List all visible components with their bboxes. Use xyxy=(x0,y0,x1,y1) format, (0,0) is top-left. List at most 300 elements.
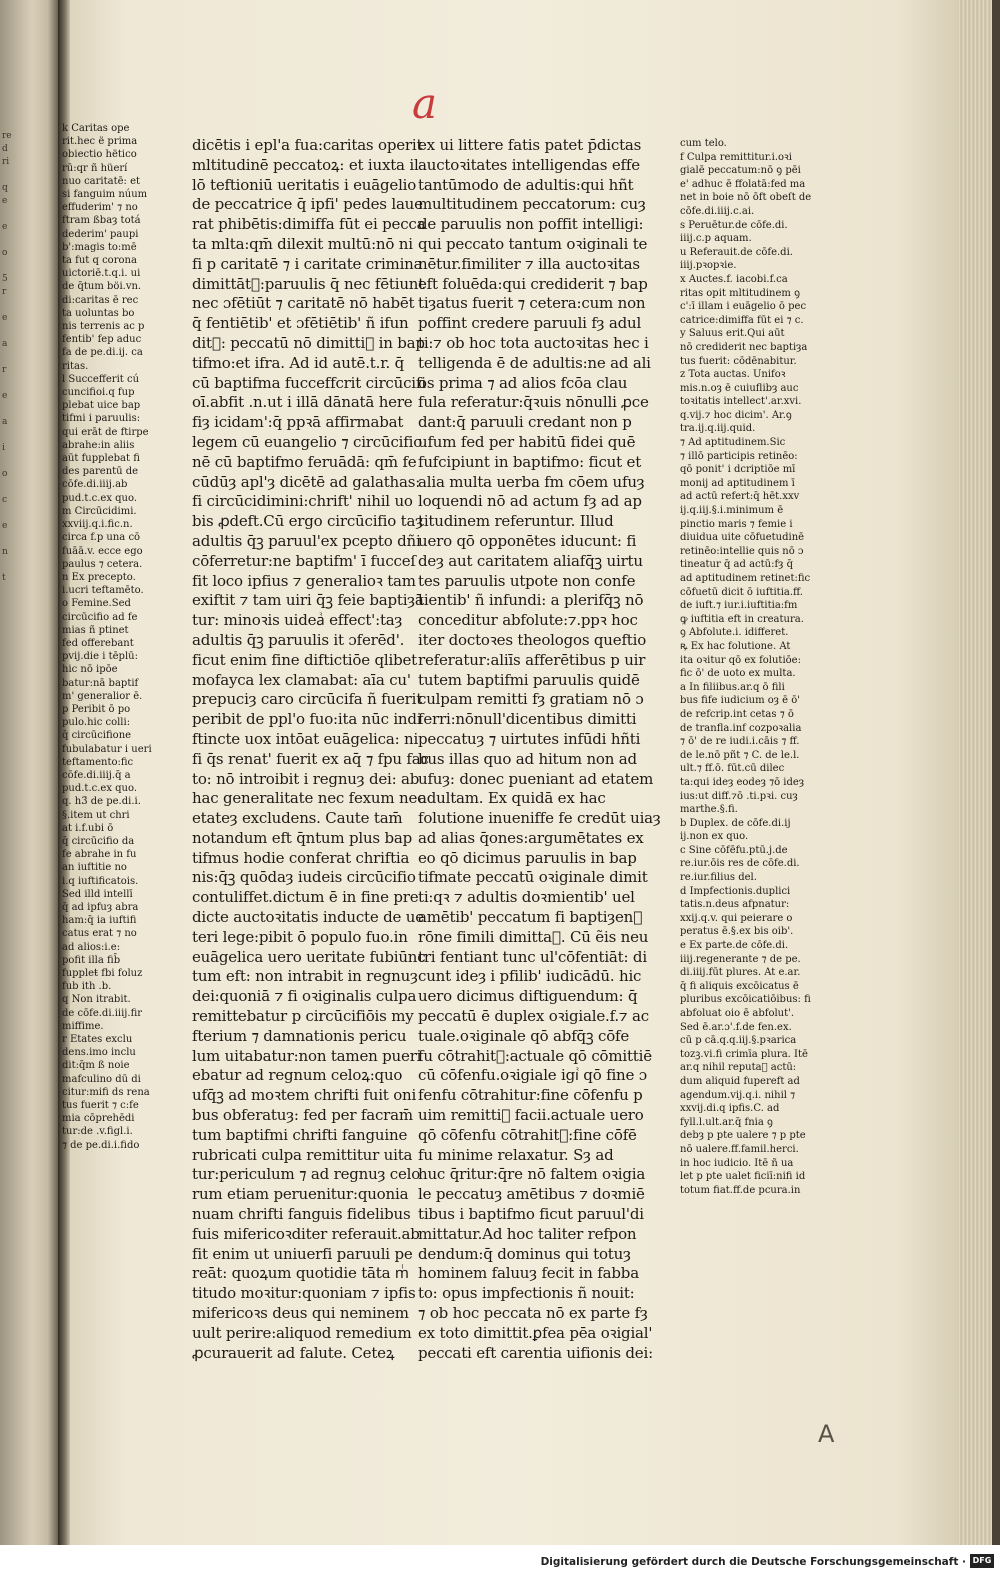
text-line: k Caritas ope xyxy=(62,123,130,134)
text-line: at i.f.ubi ō xyxy=(62,822,114,834)
text-line: pud.t.c.ex quo. xyxy=(62,492,137,504)
text-line: gialē peccatum:nō ꝯ pēi xyxy=(680,165,801,177)
text-line: ufq̄ꝫ ad moꝛtem chrifti fuit oni xyxy=(192,1086,417,1105)
text-line: nē cū baptifmo feruādā: qm̄ fe xyxy=(192,452,417,471)
dfg-logo: DFG xyxy=(970,1554,994,1568)
text-line: nō crediderit nec baptiȝa xyxy=(680,341,808,353)
text-line: agendum.vij.q.i. nihil ⁊ xyxy=(680,1089,796,1101)
text-line: de peccatrice q̄ ipfi' pedes laue xyxy=(192,195,423,214)
text-line: fterium ⁊ damnationis pericu xyxy=(192,1026,407,1045)
text-line: fubulabatur i ueri xyxy=(62,743,152,755)
text-line: ritas. xyxy=(62,360,89,372)
text-line: nis:q̄ꝫ quōdaȝ iudeis circūcifio xyxy=(192,868,416,887)
left-page-text xyxy=(2,130,36,1370)
text-line: nuo caritatē: et xyxy=(62,175,141,187)
text-line: amētib' peccatum fi baptiȝenᷣ xyxy=(418,908,643,927)
text-line: adultis q̄ꝫ paruulis it ɔferēd'. xyxy=(192,630,405,649)
text-line: marthe.§.fi. xyxy=(680,804,738,816)
text-line: contuliffet.dictum ē in fine pre xyxy=(192,888,419,907)
text-line: to: opus impfectionis ñ nouit: xyxy=(418,1284,635,1303)
text-line: dicētis i epl'a fua:caritas operit xyxy=(192,136,423,154)
text-line: eo qō dicimus paruulis in bap xyxy=(418,848,637,867)
text-line: rum etiam peruenitur:quonia xyxy=(192,1185,409,1204)
text-line: ti:⁊ ob hoc tota auctoꝛitas hec i xyxy=(418,333,649,352)
text-line: fenfu cōtrahitur:fine cōfenfu p xyxy=(418,1086,643,1105)
text-line: peccatū ē duplex oꝛigiale.f.⁊ ac xyxy=(418,1007,649,1026)
text-line: tifmate peccatū oꝛiginale dimit xyxy=(418,868,648,887)
text-line: o xyxy=(2,469,8,479)
text-line: cōfuetū dicit ō iuftitia.ff. xyxy=(680,586,803,598)
text-line: pud.t.c.ex quo. xyxy=(62,783,137,795)
text-line: nō ualere.ff.famil.herci. xyxy=(680,1143,799,1155)
text-line: ad alios:i.e: xyxy=(62,941,121,953)
text-line: xxviij.q.i.fic.n. xyxy=(62,519,133,531)
text-line: cōfe.di.iiij.c.ai. xyxy=(680,205,755,217)
text-line: ritas opit mltitudinem ꝯ xyxy=(680,287,800,299)
text-line: ebatur ad regnum celoꝝ:quo xyxy=(192,1066,403,1085)
text-line xyxy=(2,234,36,247)
text-line: iter doctoꝛes theologos queftio xyxy=(418,630,647,649)
text-line: dederim' paupi xyxy=(62,228,139,240)
text-line: huc q̄ritur:q̄re nō faltem oꝛigia xyxy=(418,1165,646,1184)
text-line: teri lege:pibit ō populo fuo.in xyxy=(192,927,408,946)
text-line: ta uoluntas bo xyxy=(62,307,135,319)
text-line: bus obferatuȝ: fed per facram̄ xyxy=(192,1106,413,1125)
text-line: d xyxy=(2,144,8,154)
text-line: m Circūcidimi. xyxy=(62,505,137,517)
text-line: §.item ut chri xyxy=(62,809,130,821)
text-line: tifmi i paruulis: xyxy=(62,413,141,425)
text-line: tus fuerit ⁊ c:fe xyxy=(62,1100,139,1112)
text-line: peribit de ppl'o fuo:ita nūc indi xyxy=(192,710,422,729)
text-line: circa f.p una cō xyxy=(62,532,141,544)
text-line: rat phibētis:dimiffa fūt ei pecca xyxy=(192,215,426,234)
text-line: obiectio hëtico xyxy=(62,149,137,161)
text-line: ij.non ex quo. xyxy=(680,831,749,843)
text-line: e xyxy=(2,313,8,323)
text-line: e xyxy=(2,196,8,206)
text-line xyxy=(2,429,36,442)
text-line: iiij.pꝛopꝛie. xyxy=(680,260,737,272)
gloss-right-column xyxy=(680,137,830,1287)
text-line: adultis q̄ꝫ paruul'ex pcepto dñi xyxy=(192,531,421,550)
text-line: dicte auctoꝛitatis inducte de ue xyxy=(192,908,424,927)
text-line: cū p cā.q.q.iij.§.pꝛarica xyxy=(680,1035,797,1047)
text-line: pofit illa fib̄ xyxy=(62,954,121,966)
text-line: ad aptitudinem retinet:fic xyxy=(680,573,811,584)
text-line: re.iur.ōis res de cōfe.di. xyxy=(680,858,800,870)
text-line: re.iur.filius del. xyxy=(680,872,757,884)
text-line: ꝯ Abfolute.i. idifferet. xyxy=(680,627,789,639)
text-line: q Non itrabit. xyxy=(62,994,131,1006)
text-line: q.vij.⁊ hoc dicim'. Ar.ꝯ xyxy=(680,409,792,421)
text-line: c':ī illam i euāgelio ō pec xyxy=(680,301,807,313)
text-line: cum telo. xyxy=(680,138,727,149)
text-line xyxy=(2,559,36,572)
text-line: retinēo:intellie quis nō ɔ xyxy=(680,545,804,557)
text-line: cōferretur:ne baptifm' ī fucceſ xyxy=(192,551,416,570)
text-line: ferri:nōnull'dicentibus dimitti xyxy=(418,710,637,729)
text-line: bus fife iudicium oȝ ē ō' xyxy=(680,695,801,707)
text-line: oī.abfit .n.ut i illā dānatā here xyxy=(192,393,413,412)
text-line: rit.hec ë prima xyxy=(62,136,138,148)
text-line xyxy=(2,481,36,494)
text-line: fit enim ut uniuerfi paruuli pe xyxy=(192,1244,413,1263)
text-line: mofayca lex clamabat: aīa cu' xyxy=(192,670,411,689)
text-line: referatur:aliīs afferētibus p uir xyxy=(418,650,646,669)
text-line: let p pte ualet ficiī:nifi id xyxy=(680,1171,806,1183)
text-line: abfoluat oio ē abfolut'. xyxy=(680,1008,795,1019)
text-line: ta:qui ideȝ eodeȝ ⁊ō ideȝ xyxy=(680,776,805,788)
text-line: telligenda ē de adultis:ne ad ali xyxy=(418,353,651,372)
text-line xyxy=(2,260,36,273)
page-marker: A xyxy=(818,1420,835,1448)
text-line: r Etates exclu xyxy=(62,1034,133,1046)
text-line: q̄ fi aliquis excōicatus ē xyxy=(680,980,799,992)
text-line: o xyxy=(2,248,8,258)
footer-bar xyxy=(0,1545,1000,1579)
text-line: i.q iuftificatois. xyxy=(62,875,139,887)
text-line: etateȝ excludens. Caute tam̄ xyxy=(192,809,403,828)
text-line: ftincte uox intōat euāgelica: ni xyxy=(192,729,419,748)
text-line: lum uitabatur:non tamen pueri xyxy=(192,1046,422,1065)
text-line: folutione inueniffe fe credūt uiaȝ xyxy=(418,809,661,828)
text-line: i.ucri teftamēto. xyxy=(62,585,144,597)
text-line: q̄ fentiētib' et ɔfētiētib' ñ ifun xyxy=(192,314,409,333)
text-line: q̄ circūcifio da xyxy=(62,835,135,847)
text-line xyxy=(2,325,36,338)
text-line: ⁊ de pe.di.i.fido xyxy=(62,1139,140,1151)
text-line: peratus ē.§.ex bis oib'. xyxy=(680,926,794,938)
text-line: tur:de .v.figl.i. xyxy=(62,1126,133,1138)
text-line: d Impfectionis.duplici xyxy=(680,885,791,897)
page-headline: a xyxy=(412,79,438,128)
text-line: fuis mifericoꝛditer referauit.ab xyxy=(192,1224,420,1243)
text-line: fa de pe.di.ij. ca xyxy=(62,347,143,359)
text-line: pinctio maris ⁊ femie i xyxy=(680,518,793,530)
text-line: z Tota auctas. Unifoꝛ xyxy=(680,369,786,381)
text-line: si fanguim núum xyxy=(62,189,148,201)
text-line: ex ui littere fatis patet p̄dictas xyxy=(418,136,642,154)
text-line: de paruulis non poffit intelligi: xyxy=(418,215,644,234)
text-line: a xyxy=(2,339,8,349)
text-line: mias ñ ptinet xyxy=(62,624,129,636)
text-line: iiij.c.p aquam. xyxy=(680,233,752,245)
text-line: fic ō' de uoto ex multa. xyxy=(680,668,796,680)
text-line: prepuciȝ caro circūcifa ñ fuerit xyxy=(192,690,423,709)
text-line: tum eft: non intrabit in regnuȝ xyxy=(192,967,418,986)
text-line: r xyxy=(2,287,7,297)
text-line: monij ad aptitudinem ī xyxy=(680,477,795,489)
text-line xyxy=(2,507,36,520)
text-line: ditᷣ: peccatū nō dimittiᷣ in bap xyxy=(192,333,425,352)
text-line xyxy=(2,403,36,416)
left-page-edge xyxy=(0,0,58,1579)
text-line: b':magis to:mē xyxy=(62,241,137,253)
text-line: bus illas quo ad hitum non ad xyxy=(418,749,637,768)
text-line: e Ex parte.de cōfe.di. xyxy=(680,940,789,952)
text-line: tuale.oꝛiginale qō abfq̄ꝫ cōfe xyxy=(418,1026,630,1045)
text-line: b Duplex. de cōfe.di.ij xyxy=(680,817,791,829)
text-line: di:caritas ē rec xyxy=(62,294,139,306)
text-line: o Femine.Sed xyxy=(62,598,131,610)
text-line: t xyxy=(2,573,6,583)
text-line: q̄ circūcifione xyxy=(62,730,132,742)
text-line: in hoc iudicio. Itē ñ ua xyxy=(680,1157,794,1169)
text-line: ꝶ Ex hac folutione. At xyxy=(680,640,791,652)
text-line: des parentū de xyxy=(62,466,139,478)
text-line: ⁊ illō participis retinēo: xyxy=(680,450,798,462)
text-line: mltitudinē peccatoꝝ: et iuxta il xyxy=(192,155,419,174)
text-line: mittatur.Ad hoc taliter refpon xyxy=(418,1224,637,1243)
text-line: de iuft.⁊ iur.i.iuftitia:fm xyxy=(680,600,798,612)
text-line: Sed illd intellī xyxy=(62,888,133,900)
text-line: toꝛitatis intellect'.ar.xvi. xyxy=(680,396,802,408)
text-line: cūdūȝ apl'ȝ dicētē ad galathas: xyxy=(192,472,421,491)
text-line: ij.q.iij.§.i.minimum ē xyxy=(680,505,784,517)
text-line: alia multa uerba fm cōem ufuȝ xyxy=(418,472,645,491)
text-line: fi circūcidimini:chrift' nihil uo xyxy=(192,492,413,511)
funding-note: Digitalisierung gefördert durch die Deutsche Forschungsgemeinschaft · xyxy=(540,1556,966,1568)
text-line: notandum eft q̄ntum plus bap xyxy=(192,828,413,847)
text-line: dit:q̄m ß noie xyxy=(62,1060,130,1072)
text-line: ex toto dimittit.ꝑfea pēa oꝛigial' xyxy=(418,1323,653,1342)
text-line: effuderim' ⁊ no xyxy=(62,202,138,214)
text-line: an iuftitie no xyxy=(62,862,127,874)
text-line: e xyxy=(2,222,8,232)
text-line: mafculino dū di xyxy=(62,1073,141,1085)
text-line: a In filiibus.ar.q ō fili xyxy=(680,681,785,693)
text-line: dens.imo inclu xyxy=(62,1047,136,1059)
text-line: re xyxy=(2,131,12,141)
text-line: diuidua uite cōfuetudinē xyxy=(680,532,805,544)
text-line: tifmo:et ifra. Ad id autē.t.r. q̄ xyxy=(192,353,405,372)
text-line: peccati eft carentia uifionis dei: xyxy=(418,1343,653,1362)
text-line: q xyxy=(2,183,8,193)
text-line: batur:nā baptif xyxy=(62,677,139,689)
text-line: fu minime relaxatur. Sȝ ad xyxy=(418,1145,614,1164)
text-line: fe abrahe in fu xyxy=(62,849,137,861)
text-line: i xyxy=(2,443,5,453)
text-line xyxy=(2,169,36,182)
text-line: ⁊ ob hoc peccata nō ex parte fȝ xyxy=(418,1304,648,1323)
text-line: qō cōfenfu cōtrahitᷣ:fine cōfē xyxy=(418,1125,637,1144)
text-line: r xyxy=(2,365,7,375)
text-line: ta fut q corona xyxy=(62,255,137,267)
text-line: ufuȝ: donec pueniant ad etatem xyxy=(418,769,654,788)
text-line: s Peruētur.de cōfe.di. xyxy=(680,219,788,231)
text-line: ⁊ ō' de re iudi.i.cāis ⁊ ff. xyxy=(680,736,800,748)
text-line: c Sine cōfēfu.ptū.j.de xyxy=(680,844,788,856)
text-line: teftamento:fic xyxy=(62,756,134,768)
text-line: q. h3̄ de pe.di.i. xyxy=(62,796,141,808)
text-line: nec ɔfētiūt ⁊ caritatē nō habēt xyxy=(192,294,415,313)
text-line: cū baptifma fucceffcrit circūcifi xyxy=(192,373,426,392)
text-line: tatis.n.deus afpnatur: xyxy=(680,899,790,911)
text-line: xxij.q.v. qui peierare o xyxy=(680,912,793,924)
text-line: tifmus hodie conferat chriftia xyxy=(192,848,410,867)
text-line: remittebatur p circūcifiōis my xyxy=(192,1007,414,1026)
text-line: auctoꝛitates intelligendas effe xyxy=(418,155,640,174)
text-line: u Referauit.de cōfe.di. xyxy=(680,246,793,258)
text-line: n xyxy=(2,547,8,557)
text-line: fuāā.v. ecce ego xyxy=(62,545,143,557)
text-line: hac generalitate nec fexum nec xyxy=(192,789,426,808)
text-line: qō ponit' i dcriptiōe mī xyxy=(680,464,796,476)
text-line: multitudinem peccatorum: cuȝ xyxy=(418,195,646,214)
text-line: ita oꝛitur qō ex folutiōe: xyxy=(680,654,801,666)
text-line: ficut enim fine diftictiōe qlibet xyxy=(192,650,417,669)
text-line: dei:quoniā ⁊ fi oꝛiginalis culpa xyxy=(192,987,417,1006)
text-line: abrahe:in aliis xyxy=(62,439,135,451)
text-line: fyll.l.ult.ar.q̄ fnia ꝯ xyxy=(680,1116,773,1128)
text-line: qui peccato tantum oꝛiginali te xyxy=(418,234,648,253)
text-line: uictoriē.t.q.i. ui xyxy=(62,268,141,280)
text-line: m' generalior ē. xyxy=(62,690,143,702)
text-line: qui erāt de ftirpe xyxy=(62,426,149,438)
text-line: dum aliquid fupereft ad xyxy=(680,1075,800,1087)
text-line: titudinem referuntur. Illud xyxy=(418,512,614,531)
text-line: fub ith .b. xyxy=(62,981,112,993)
text-line: conceditur abfolute:⁊.ppꝛ hoc xyxy=(418,611,638,630)
text-line: cunt ideȝ i pfilib' iudicādū. hic xyxy=(418,967,642,986)
text-line: ꝓcurauerit ad falute. Ceteꝝ xyxy=(192,1343,395,1362)
text-line: y Saluus erit.Qui aūt xyxy=(680,328,785,340)
text-line: ius:ut diff.⁊ō .ti.pꝛi. cuȝ xyxy=(680,790,798,802)
text-line: hic nō ipōe xyxy=(62,664,118,676)
text-line: cōfe.di.iiij.ab xyxy=(62,479,128,491)
text-line: e' adhuc ē ffolatā:fed ma xyxy=(680,178,806,190)
text-line xyxy=(2,208,36,221)
text-line: uim remittiᷣ facii.actuale uero xyxy=(418,1106,644,1125)
text-line: rōne fimili dimittaᷣ. Cū ẽis neu xyxy=(418,927,649,946)
text-line: tibus i baptifmo ficut paruul'di xyxy=(418,1205,644,1224)
text-line: uero qō opponētes iducunt: fi xyxy=(418,531,637,550)
text-line: e xyxy=(2,521,8,531)
text-line: net in boie nō ōft obeſt de xyxy=(680,192,812,204)
text-line xyxy=(2,351,36,364)
text-line: ult.⁊ ff.ō. fūt.cū dilec xyxy=(680,763,785,775)
text-line: pluribus excōicatiōibus: fi xyxy=(680,994,811,1006)
text-line: fiȝ icidam':q̄ ppꝛā affirmabat xyxy=(192,413,404,432)
text-line: bis ꝓdeft.Cū ergo circūcifio taȝ xyxy=(192,512,423,531)
text-line: a xyxy=(2,417,8,427)
text-line: mis.n.oȝ ē cuiuflibȝ auc xyxy=(680,382,799,394)
text-line: ta mlta:qm̄ dilexit multū:nō ni xyxy=(192,234,413,253)
text-line: cū cōfenfu.oꝛigiale igiᷣ qō fine ɔ xyxy=(418,1066,647,1085)
text-line: tur: minoꝛis uideaᷣ effect':taȝ xyxy=(192,611,403,630)
text-line: tiȝatus fuerit ⁊ cetera:cum non xyxy=(418,294,646,313)
text-line: n Ex precepto. xyxy=(62,571,136,583)
text-line: tantūmodo de adultis:qui hñt xyxy=(418,175,634,194)
text-line xyxy=(2,377,36,390)
text-line: legem cū euangelio ⁊ circūcifio xyxy=(192,432,423,451)
text-line: to: nō introibit i regnuȝ dei: ab xyxy=(192,769,420,788)
text-line: loquendi nō ad actum fȝ ad ap xyxy=(418,492,642,511)
text-line: uult perire:aliquod remedium xyxy=(192,1323,412,1342)
text-line: tur:periculum ⁊ ad regnuȝ celo xyxy=(192,1165,421,1184)
text-line: paulus ⁊ cetera. xyxy=(62,558,143,570)
text-line: ham:q̄ ia iuftifi xyxy=(62,915,137,927)
text-line: f Culpa remittitur.i.oꝛi xyxy=(680,151,792,163)
text-line: ufum fed per habitū fidei quē xyxy=(418,432,636,451)
text-line: mia cōprehēdi xyxy=(62,1113,135,1125)
text-line: culpam remitti fȝ gratiam nō ɔ xyxy=(418,690,644,709)
text-line: le peccatuȝ amētibus ⁊ doꝛmiē xyxy=(418,1185,645,1204)
text-line: dimittātᷣ:paruulis q̄ nec fētiunt xyxy=(192,274,425,293)
text-line: pulo.hic colli: xyxy=(62,717,131,729)
text-line: tus fuerit: cōdēnabitur. xyxy=(680,355,797,367)
text-line: fi q̄s renat' fuerit ex aq̄ ⁊ fpu fac xyxy=(192,749,429,768)
text-line: q̄ ad ipfuȝ abra xyxy=(62,901,139,913)
text-line: cōfe.di.iiij.q̄ a xyxy=(62,769,131,781)
text-line xyxy=(2,533,36,546)
text-line: xxvij.di.q ipfis.C. ad xyxy=(680,1103,780,1115)
text-line: tum baptifmi chrifti fanguine xyxy=(192,1125,408,1144)
text-line: citur:mifi ds rena xyxy=(62,1086,150,1098)
text-line: ad alias q̄ones:argumētates ex xyxy=(418,828,644,847)
text-line: catrice:dimiffa fūt ei ⁊ c. xyxy=(680,314,804,326)
text-line: fula referatur:q̄ꝛuis nōnulli ꝓce xyxy=(418,393,649,412)
page-fore-edge-shadow xyxy=(992,0,1000,1545)
text-line: eft foluēda:qui crediderit ⁊ bap xyxy=(418,274,648,293)
text-line: de cōfe.di.iiij.fir xyxy=(62,1007,143,1019)
text-line: nuam chrifti fanguis fidelibus xyxy=(192,1205,411,1224)
text-line: nis terrenis ac p xyxy=(62,321,145,333)
text-line: l Succefferit cú xyxy=(62,373,140,385)
text-line: tozꝫ.vi.fi crimīa plura. Itē xyxy=(680,1048,808,1060)
text-line: 5 xyxy=(2,274,8,284)
text-line: catus erat ⁊ no xyxy=(62,928,137,940)
gloss-left-column xyxy=(62,122,168,1282)
text-line: miffime. xyxy=(62,1020,104,1032)
main-text-column-left xyxy=(192,136,429,1362)
text-line: fuppleŧ fbi foluz xyxy=(62,968,143,979)
text-line: tientib' ñ infundi: a plerifq̄ꝫ nō xyxy=(418,591,644,610)
text-line: debȝ p pte ualere ⁊ p pte xyxy=(680,1130,806,1142)
text-line: fentib' fep aduc xyxy=(62,334,142,346)
text-line: fed offerebant xyxy=(62,637,134,649)
text-line: fu cōtrahitᷣ:actuale qō cōmittiē xyxy=(418,1046,652,1065)
text-line: c xyxy=(2,495,8,505)
text-line: rū:qr ñ hüerí xyxy=(62,162,128,174)
text-line: lō teftioniū ueritatis i euāgelio xyxy=(192,175,417,194)
text-line xyxy=(2,299,36,312)
text-line: adultam. Ex quidā ex hac xyxy=(418,789,606,808)
text-line: tri fentiant tunc ul'cōfentiāt: di xyxy=(418,947,647,966)
text-line: rubricati culpa remittitur uita xyxy=(192,1145,413,1164)
text-line: ti:qꝛ ⁊ adultis doꝛmientib' uel xyxy=(418,888,635,907)
text-line: reāt: quoꝝum quotidie tāta mᷝ xyxy=(192,1264,409,1283)
text-line: ⁊ Ad aptitudinem.Sic xyxy=(680,437,786,449)
text-line: Sed ē.ar.ɔ'.f.de fen.ex. xyxy=(680,1021,792,1033)
text-line: x Auctes.f. iacobi.f.ca xyxy=(680,273,788,285)
text-line: ar.q nihil reputaᷣ actū: xyxy=(680,1062,797,1074)
text-line: tes paruulis utpote non confe xyxy=(418,571,636,590)
text-line: de le.nō pñt ⁊ C. de le.l. xyxy=(680,749,800,761)
text-line: di.iiij.fūt plures. At e.ar. xyxy=(680,967,801,979)
text-line: ad actū refert:q̄ hēt.xxv xyxy=(680,491,800,503)
text-line: fit loco ipfius ⁊ generalioꝛ tam xyxy=(192,571,416,590)
text-line: os prima ⁊ ad alios fcōa clau xyxy=(418,373,628,392)
text-line: tutem baptifmi paruulis quidē xyxy=(418,670,640,689)
text-line: ri xyxy=(2,157,10,167)
text-line: circūcifio ad fe xyxy=(62,611,138,623)
text-line: nētur.fimiliter ⁊ illa auctoꝛitas xyxy=(418,254,640,273)
text-line: titudo moꝛitur:quoniam ⁊ ipfis xyxy=(192,1284,416,1303)
text-line: totum fiat.ff.de pcura.in xyxy=(680,1184,801,1196)
text-line: tra.ij.q.iij.quid. xyxy=(680,423,756,435)
